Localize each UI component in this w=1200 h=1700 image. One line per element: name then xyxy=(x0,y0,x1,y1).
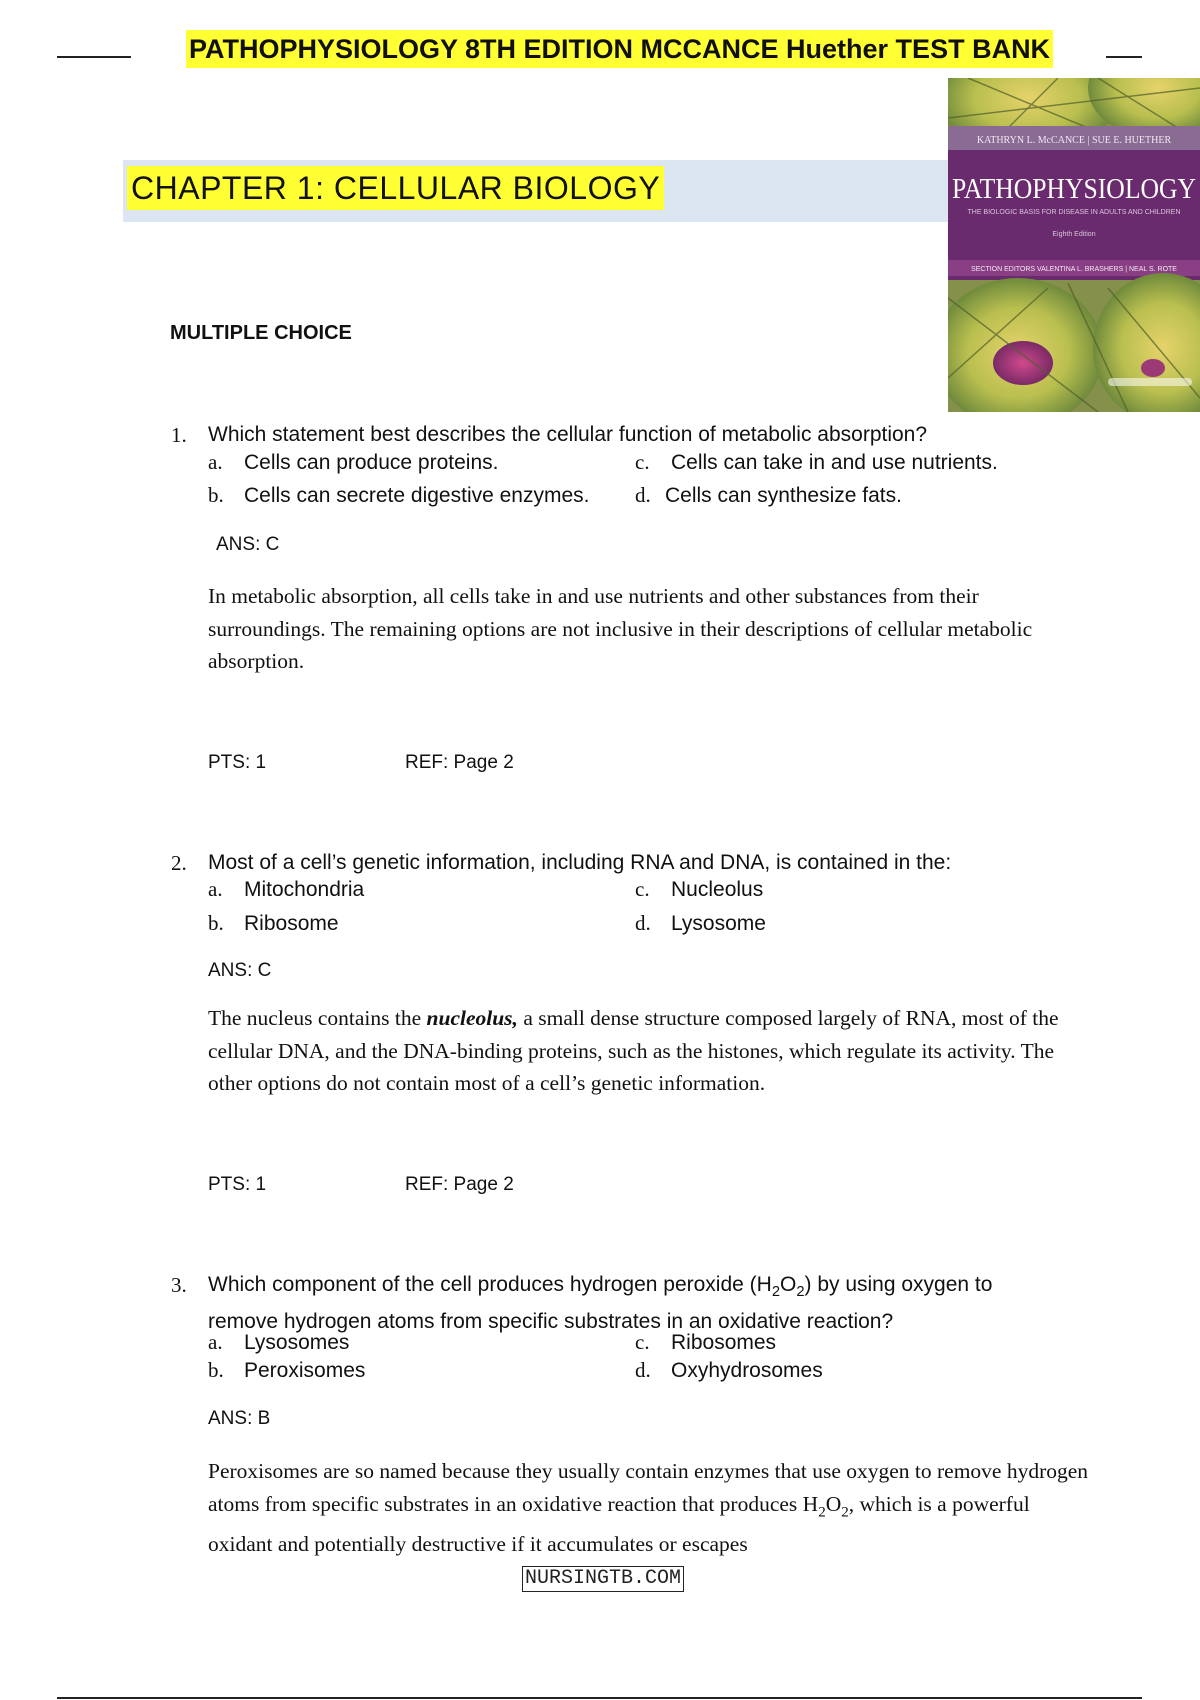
section-label: MULTIPLE CHOICE xyxy=(170,322,352,344)
book-cover-image xyxy=(948,78,1200,412)
question-3-option-d: d. Oxyhydrosomes xyxy=(635,1358,823,1382)
cover-subtitle: THE BIOLOGIC BASIS FOR DISEASE IN ADULTS AND CHILDREN xyxy=(967,209,1181,216)
question-2-option-d: d. Lysosome xyxy=(635,911,766,935)
question-1-reference: REF: Page 2 xyxy=(405,752,514,773)
question-1-stem: Which statement best describes the cellular function of metabolic absorption? xyxy=(208,423,928,446)
question-1-number: 1. xyxy=(171,423,187,447)
question-2-option-a: a. Mitochondria xyxy=(208,877,365,901)
question-1-rationale: In metabolic absorption, all cells take in and use nutrients and other substances from their surroundings. The remaining options are not inclusive in their descriptions of cellular metabolic absorption. xyxy=(208,584,1033,673)
cover-authors: KATHRYN L. McCANCE | SUE E. HUETHER xyxy=(976,135,1172,146)
question-2-stem: Most of a cell’s genetic information, including RNA and DNA, is contained in the: xyxy=(208,851,952,874)
question-3-number: 3. xyxy=(171,1273,187,1297)
question-2-reference: REF: Page 2 xyxy=(405,1174,514,1195)
question-3-rationale: Peroxisomes are so named because they usually contain enzymes that use oxygen to remove hydrogen atoms from specific substrates in an oxidative reaction that produces $H_2O_2$, which is a powerful oxidant and potentially destructive if it accumulates or escapes xyxy=(208,1459,1089,1557)
question-1-answer: ANS: C xyxy=(216,534,280,555)
footer-watermark-link[interactable]: NURSINGTB.COM xyxy=(522,1566,684,1592)
chapter-title: CHAPTER 1: CELLULAR BIOLOGY xyxy=(127,166,664,210)
question-2-option-c: c. Nucleolus xyxy=(635,877,764,901)
document-title: PATHOPHYSIOLOGY 8TH EDITION MCCANCE Huether TEST BANK xyxy=(186,30,1053,68)
header-rule-right xyxy=(1106,56,1142,58)
question-1-option-d: d. Cells can synthesize fats. xyxy=(635,483,902,507)
cover-title: PATHOPHYSIOLOGY xyxy=(952,174,1196,205)
book-cover-illustration xyxy=(948,78,1200,412)
header-rule-left xyxy=(57,56,131,58)
question-2-answer: ANS: C xyxy=(208,960,272,981)
question-2-number: 2. xyxy=(171,851,187,875)
cover-section-editors: SECTION EDITORS VALENTINA L. BRASHERS | NEAL S. ROTE xyxy=(971,266,1177,273)
question-2-points: PTS: 1 xyxy=(208,1174,267,1195)
cover-edition: Eighth Edition xyxy=(1052,231,1096,238)
nucleolus-term: nucleolus, xyxy=(426,1006,518,1030)
question-3-option-b: b. Peroxisomes xyxy=(208,1358,366,1382)
question-3-answer: ANS: B xyxy=(208,1408,271,1429)
question-1-option-b: b. Cells can secrete digestive enzymes. xyxy=(208,483,590,507)
question-1-option-a: a. Cells can produce proteins. xyxy=(208,450,499,474)
question-2-option-b: b. Ribosome xyxy=(208,911,339,935)
question-1-points: PTS: 1 xyxy=(208,752,267,773)
footer-rule xyxy=(57,1697,1142,1699)
question-3-option-c: c. Ribosomes xyxy=(635,1330,777,1354)
question-3-stem: Which component of the cell produces hydrogen peroxide $(H_2O_2)$ by using oxygen to remove hydrogen atoms from specific substrates in an oxidative reaction? xyxy=(208,1273,993,1334)
question-2-rationale: The nucleus contains the nucleolus, a small dense structure composed largely of RNA, most of the cellular DNA, and the DNA-binding proteins, such as the histones, which regulate its activity. The other options do not contain most of a cell’s genetic information. xyxy=(208,1006,1059,1095)
question-1-option-c: c. Cells can take in and use nutrients. xyxy=(635,450,998,474)
question-3-option-a: a. Lysosomes xyxy=(208,1330,350,1354)
